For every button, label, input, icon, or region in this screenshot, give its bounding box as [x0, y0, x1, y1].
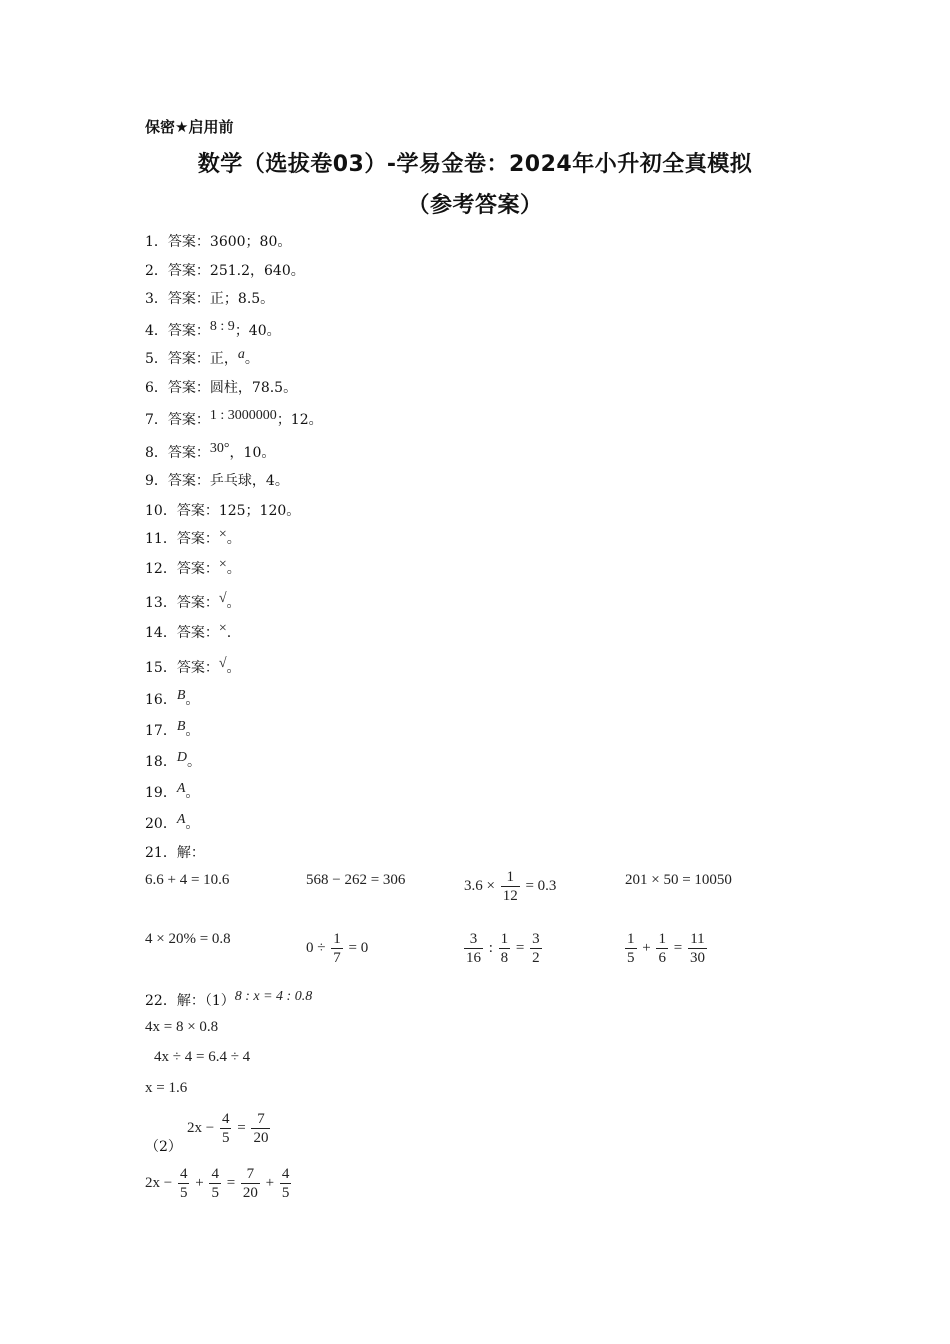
- answer-item: 15．答案：√。: [145, 656, 241, 676]
- answer-item: 12．答案：×。: [145, 557, 241, 577]
- q21-eq-5: 4 × 20% = 0.8: [145, 931, 231, 947]
- q21-eq-6: 0 ÷ $\frac{1}{7}$ = 0: [306, 931, 369, 966]
- answer-item: 5．答案：正，a。: [145, 347, 259, 367]
- answer-item: 10．答案：125；120。: [145, 503, 301, 519]
- answer-item: 8．答案：30°，10。: [145, 441, 276, 461]
- answer-item: 9．答案：乒乓球，4。: [145, 473, 289, 489]
- q22-step-2: 4x ÷ 4 = 6.4 ÷ 4: [154, 1049, 251, 1065]
- q21-eq-1: 6.6 + 4 = 10.6: [145, 872, 230, 888]
- q21-heading: 21．解：: [145, 845, 205, 861]
- answer-item: 20．A。: [145, 812, 200, 832]
- answer-item: 17．B。: [145, 719, 200, 739]
- answer-item: 19．A。: [145, 781, 200, 801]
- answer-item: 7．答案：1 : 3000000；12。: [145, 408, 323, 428]
- answer-item: 2．答案：251.2，640。: [145, 263, 305, 279]
- answer-item: 18．D。: [145, 750, 201, 770]
- document-title: 数学（选拔卷03）-学易金卷：2024年小升初全真模拟: [197, 152, 753, 177]
- q22-step-3: x = 1.6: [145, 1080, 188, 1096]
- answer-item: 11．答案：×。: [145, 527, 241, 547]
- q22-step-1: 4x = 8 × 0.8: [145, 1019, 219, 1035]
- q21-eq-8: $\frac{1}{5}$ + $\frac{1}{6}$ = $\frac{11}{30}$: [627, 931, 705, 966]
- answer-item: 4．答案：8 : 9；40。: [145, 319, 281, 339]
- q21-eq-4: 201 × 50 = 10050: [625, 872, 732, 888]
- answer-item: 1．答案：3600；80。: [145, 234, 292, 250]
- q22-heading: 22．解：（1）8 : x = 4 : 0.8: [145, 989, 313, 1009]
- q22-part2-equation: 2x − $\frac{4}{5}$ = $\frac{7}{20}$: [187, 1111, 269, 1146]
- answer-item: 16．B。: [145, 688, 200, 708]
- answer-item: 13．答案：√。: [145, 591, 241, 611]
- confidential-label: 保密★启用前: [145, 118, 234, 136]
- answer-item: 6．答案：圆柱，78.5。: [145, 380, 298, 396]
- q22-part2-step: 2x − $\frac{4}{5}$ + $\frac{4}{5}$ = $\frac{7}{20}$ + $\frac{4}{5}$: [145, 1166, 290, 1201]
- q22-part2-label: （2）: [145, 1139, 182, 1155]
- q21-eq-7: $\frac{3}{16}$ : $\frac{1}{8}$ = $\frac{3}{2}$: [466, 931, 540, 966]
- q21-eq-2: 568 − 262 = 306: [306, 872, 406, 888]
- answer-item: 14．答案：×.: [145, 621, 232, 641]
- answer-item: 3．答案：正；8.5。: [145, 291, 275, 307]
- q21-eq-3: 3.6 × $\frac{1}{12}$ = 0.3: [464, 869, 557, 904]
- document-subtitle: （参考答案）: [407, 193, 543, 218]
